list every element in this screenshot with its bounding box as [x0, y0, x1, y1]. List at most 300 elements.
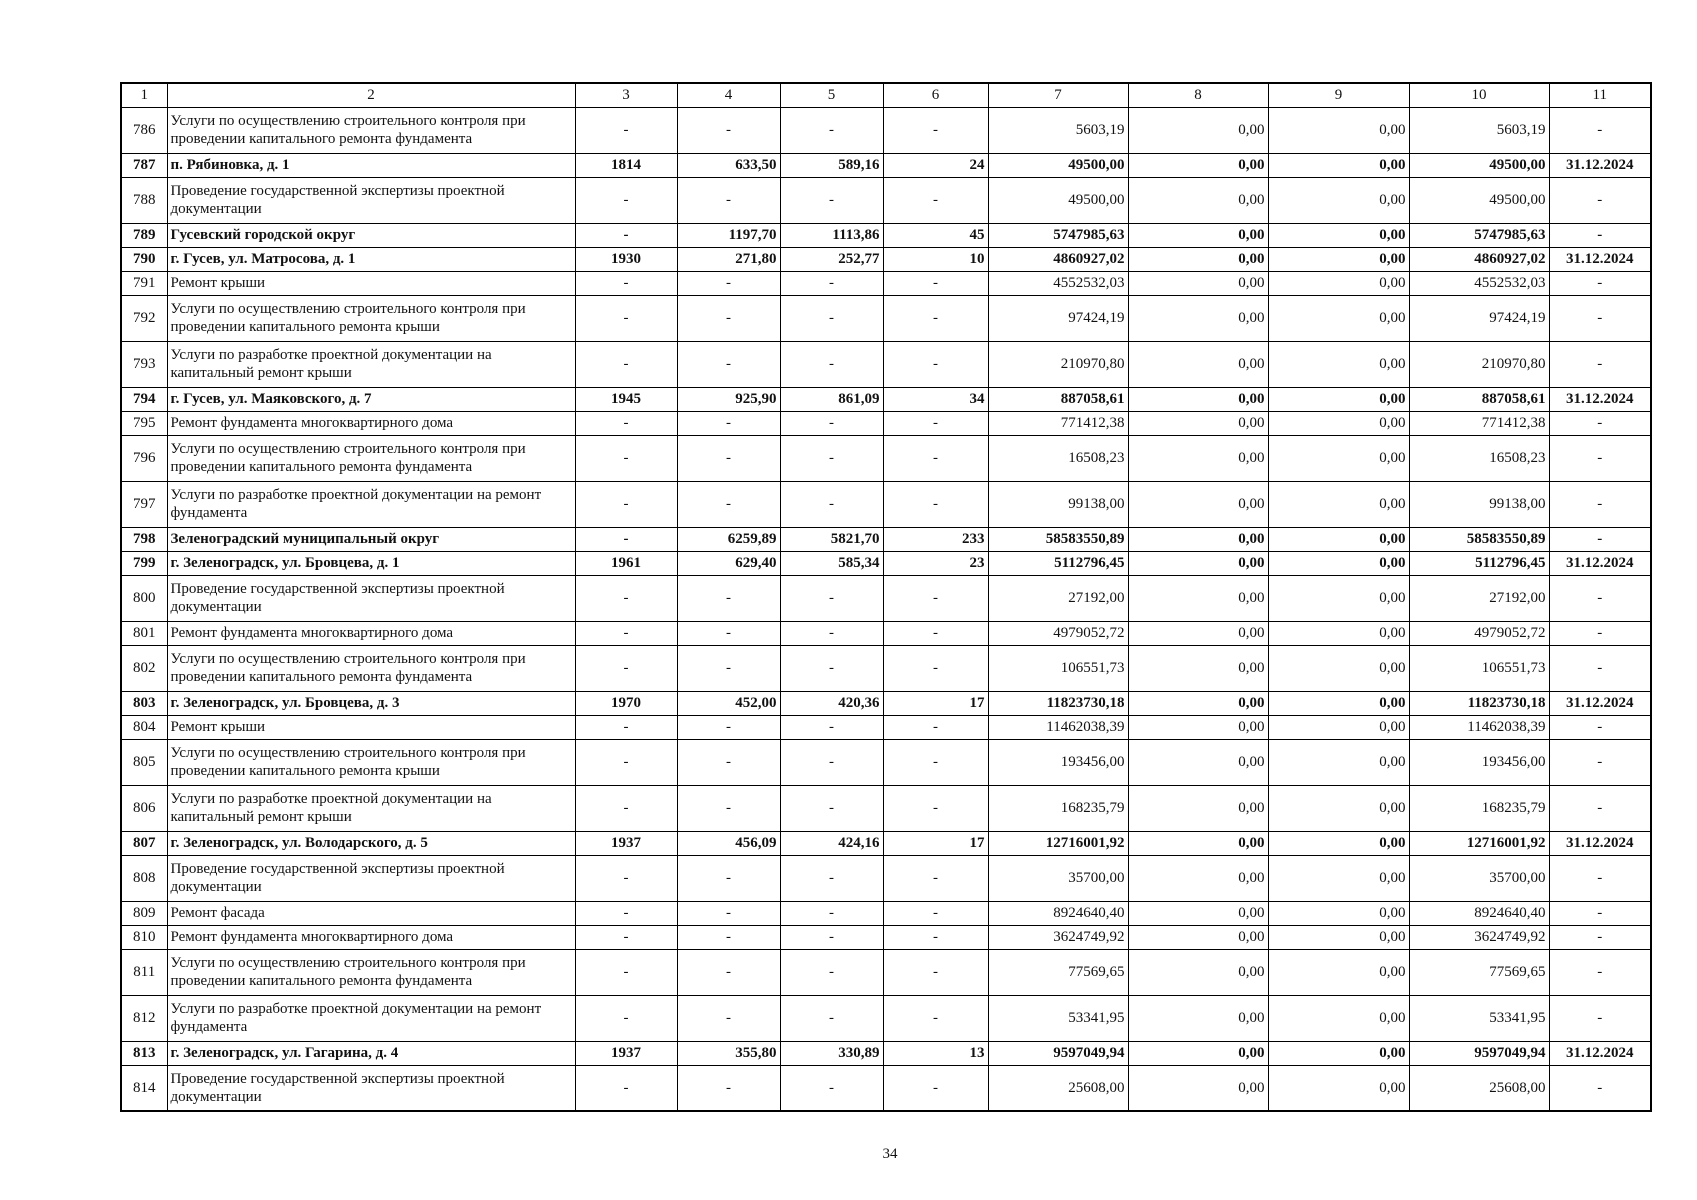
header-cell-col-3: 3 — [575, 83, 677, 107]
value-cell-col-6: 17 — [883, 691, 988, 715]
value-cell-col-4: - — [677, 739, 780, 785]
value-cell-col-3: - — [575, 949, 677, 995]
description-cell: Услуги по разработке проектной документации на ремонт фундамента — [167, 481, 575, 527]
row-number-cell: 813 — [121, 1041, 167, 1065]
value-cell-col-11: 31.12.2024 — [1549, 691, 1651, 715]
table-row — [121, 341, 1651, 387]
row-number-cell: 808 — [121, 855, 167, 901]
value-cell-col-9: 0,00 — [1268, 855, 1409, 901]
value-cell-col-8: 0,00 — [1128, 575, 1268, 621]
value-cell-col-10: 49500,00 — [1409, 177, 1549, 223]
table-row — [121, 481, 1651, 527]
value-cell-col-4: - — [677, 295, 780, 341]
value-cell-col-5: 252,77 — [780, 247, 883, 271]
value-cell-col-5: 420,36 — [780, 691, 883, 715]
row-number-cell: 802 — [121, 645, 167, 691]
header-cell-col-10: 10 — [1409, 83, 1549, 107]
row-number-cell: 793 — [121, 341, 167, 387]
value-cell-col-5: - — [780, 621, 883, 645]
value-cell-col-5: - — [780, 271, 883, 295]
value-cell-col-7: 5112796,45 — [988, 551, 1128, 575]
value-cell-col-11: - — [1549, 223, 1651, 247]
value-cell-col-4: - — [677, 177, 780, 223]
table-row — [121, 1065, 1651, 1111]
value-cell-col-3: - — [575, 411, 677, 435]
value-cell-col-8: 0,00 — [1128, 645, 1268, 691]
table-body — [121, 83, 1651, 1111]
value-cell-col-6: 45 — [883, 223, 988, 247]
value-cell-col-8: 0,00 — [1128, 715, 1268, 739]
description-cell: Ремонт фундамента многоквартирного дома — [167, 621, 575, 645]
value-cell-col-6: - — [883, 925, 988, 949]
description-cell: Услуги по осуществлению строительного контроля при проведении капитального ремонта крыши — [167, 295, 575, 341]
row-number-cell: 787 — [121, 153, 167, 177]
value-cell-col-7: 5747985,63 — [988, 223, 1128, 247]
table-row — [121, 435, 1651, 481]
value-cell-col-5: - — [780, 107, 883, 153]
row-number-cell: 809 — [121, 901, 167, 925]
value-cell-col-7: 35700,00 — [988, 855, 1128, 901]
description-cell: г. Зеленоградск, ул. Володарского, д. 5 — [167, 831, 575, 855]
value-cell-col-7: 771412,38 — [988, 411, 1128, 435]
table-row-summary — [121, 247, 1651, 271]
row-number-cell: 791 — [121, 271, 167, 295]
value-cell-col-5: 424,16 — [780, 831, 883, 855]
value-cell-col-10: 35700,00 — [1409, 855, 1549, 901]
value-cell-col-11: - — [1549, 481, 1651, 527]
value-cell-col-8: 0,00 — [1128, 1041, 1268, 1065]
value-cell-col-11: - — [1549, 271, 1651, 295]
value-cell-col-7: 16508,23 — [988, 435, 1128, 481]
value-cell-col-10: 5747985,63 — [1409, 223, 1549, 247]
value-cell-col-7: 193456,00 — [988, 739, 1128, 785]
header-cell-col-8: 8 — [1128, 83, 1268, 107]
value-cell-col-9: 0,00 — [1268, 901, 1409, 925]
value-cell-col-11: - — [1549, 435, 1651, 481]
value-cell-col-4: 925,90 — [677, 387, 780, 411]
value-cell-col-11: - — [1549, 295, 1651, 341]
table-row — [121, 177, 1651, 223]
value-cell-col-10: 4979052,72 — [1409, 621, 1549, 645]
value-cell-col-3: 1814 — [575, 153, 677, 177]
value-cell-col-10: 4860927,02 — [1409, 247, 1549, 271]
value-cell-col-8: 0,00 — [1128, 1065, 1268, 1111]
value-cell-col-4: 452,00 — [677, 691, 780, 715]
value-cell-col-7: 4860927,02 — [988, 247, 1128, 271]
value-cell-col-9: 0,00 — [1268, 341, 1409, 387]
value-cell-col-10: 8924640,40 — [1409, 901, 1549, 925]
value-cell-col-7: 4979052,72 — [988, 621, 1128, 645]
header-cell-col-1: 1 — [121, 83, 167, 107]
value-cell-col-4: - — [677, 435, 780, 481]
value-cell-col-7: 25608,00 — [988, 1065, 1128, 1111]
row-number-cell: 804 — [121, 715, 167, 739]
value-cell-col-11: - — [1549, 621, 1651, 645]
description-cell: Ремонт фасада — [167, 901, 575, 925]
header-cell-col-5: 5 — [780, 83, 883, 107]
value-cell-col-3: 1937 — [575, 1041, 677, 1065]
value-cell-col-11: - — [1549, 527, 1651, 551]
description-cell: Проведение государственной экспертизы проектной документации — [167, 1065, 575, 1111]
value-cell-col-10: 12716001,92 — [1409, 831, 1549, 855]
description-cell: г. Зеленоградск, ул. Бровцева, д. 1 — [167, 551, 575, 575]
value-cell-col-4: - — [677, 901, 780, 925]
value-cell-col-3: - — [575, 341, 677, 387]
value-cell-col-8: 0,00 — [1128, 901, 1268, 925]
value-cell-col-3: - — [575, 1065, 677, 1111]
value-cell-col-9: 0,00 — [1268, 223, 1409, 247]
row-number-cell: 794 — [121, 387, 167, 411]
value-cell-col-4: - — [677, 107, 780, 153]
value-cell-col-3: - — [575, 739, 677, 785]
value-cell-col-5: - — [780, 715, 883, 739]
row-number-cell: 800 — [121, 575, 167, 621]
value-cell-col-9: 0,00 — [1268, 691, 1409, 715]
description-cell: Услуги по осуществлению строительного контроля при проведении капитального ремонта фундамента — [167, 107, 575, 153]
row-number-cell: 795 — [121, 411, 167, 435]
table-row — [121, 785, 1651, 831]
table-row-summary — [121, 551, 1651, 575]
value-cell-col-4: - — [677, 271, 780, 295]
value-cell-col-3: 1937 — [575, 831, 677, 855]
value-cell-col-5: - — [780, 925, 883, 949]
value-cell-col-4: - — [677, 411, 780, 435]
value-cell-col-6: - — [883, 107, 988, 153]
value-cell-col-6: - — [883, 177, 988, 223]
value-cell-col-11: - — [1549, 925, 1651, 949]
value-cell-col-5: - — [780, 575, 883, 621]
value-cell-col-8: 0,00 — [1128, 925, 1268, 949]
value-cell-col-3: - — [575, 925, 677, 949]
value-cell-col-7: 168235,79 — [988, 785, 1128, 831]
value-cell-col-11: 31.12.2024 — [1549, 831, 1651, 855]
value-cell-col-6: - — [883, 411, 988, 435]
row-number-cell: 811 — [121, 949, 167, 995]
value-cell-col-6: - — [883, 435, 988, 481]
row-number-cell: 814 — [121, 1065, 167, 1111]
value-cell-col-3: - — [575, 107, 677, 153]
value-cell-col-4: - — [677, 481, 780, 527]
value-cell-col-9: 0,00 — [1268, 785, 1409, 831]
value-cell-col-9: 0,00 — [1268, 271, 1409, 295]
value-cell-col-11: - — [1549, 411, 1651, 435]
value-cell-col-9: 0,00 — [1268, 411, 1409, 435]
header-cell-col-6: 6 — [883, 83, 988, 107]
value-cell-col-9: 0,00 — [1268, 527, 1409, 551]
description-cell: Проведение государственной экспертизы проектной документации — [167, 855, 575, 901]
value-cell-col-7: 8924640,40 — [988, 901, 1128, 925]
row-number-cell: 792 — [121, 295, 167, 341]
value-cell-col-4: - — [677, 715, 780, 739]
description-cell: п. Рябиновка, д. 1 — [167, 153, 575, 177]
table-row-summary — [121, 831, 1651, 855]
row-number-cell: 789 — [121, 223, 167, 247]
value-cell-col-6: - — [883, 295, 988, 341]
value-cell-col-4: - — [677, 1065, 780, 1111]
value-cell-col-10: 168235,79 — [1409, 785, 1549, 831]
value-cell-col-11: 31.12.2024 — [1549, 153, 1651, 177]
value-cell-col-6: - — [883, 995, 988, 1041]
description-cell: Услуги по осуществлению строительного контроля при проведении капитального ремонта фундамента — [167, 435, 575, 481]
value-cell-col-7: 9597049,94 — [988, 1041, 1128, 1065]
value-cell-col-4: - — [677, 621, 780, 645]
description-cell: г. Зеленоградск, ул. Бровцева, д. 3 — [167, 691, 575, 715]
header-cell-col-2: 2 — [167, 83, 575, 107]
value-cell-col-4: 6259,89 — [677, 527, 780, 551]
value-cell-col-5: 861,09 — [780, 387, 883, 411]
row-number-cell: 807 — [121, 831, 167, 855]
value-cell-col-10: 887058,61 — [1409, 387, 1549, 411]
value-cell-col-5: - — [780, 411, 883, 435]
value-cell-col-8: 0,00 — [1128, 949, 1268, 995]
value-cell-col-5: - — [780, 785, 883, 831]
description-cell: Ремонт фундамента многоквартирного дома — [167, 925, 575, 949]
value-cell-col-9: 0,00 — [1268, 435, 1409, 481]
table-row — [121, 949, 1651, 995]
value-cell-col-3: 1961 — [575, 551, 677, 575]
value-cell-col-9: 0,00 — [1268, 481, 1409, 527]
value-cell-col-6: - — [883, 949, 988, 995]
value-cell-col-9: 0,00 — [1268, 925, 1409, 949]
value-cell-col-6: - — [883, 1065, 988, 1111]
value-cell-col-10: 5112796,45 — [1409, 551, 1549, 575]
value-cell-col-11: - — [1549, 901, 1651, 925]
value-cell-col-10: 49500,00 — [1409, 153, 1549, 177]
value-cell-col-9: 0,00 — [1268, 1041, 1409, 1065]
description-cell: г. Гусев, ул. Матросова, д. 1 — [167, 247, 575, 271]
value-cell-col-8: 0,00 — [1128, 387, 1268, 411]
value-cell-col-7: 53341,95 — [988, 995, 1128, 1041]
value-cell-col-6: - — [883, 855, 988, 901]
description-cell: Услуги по осуществлению строительного контроля при проведении капитального ремонта фундамента — [167, 645, 575, 691]
row-number-cell: 801 — [121, 621, 167, 645]
value-cell-col-8: 0,00 — [1128, 435, 1268, 481]
value-cell-col-5: - — [780, 341, 883, 387]
value-cell-col-9: 0,00 — [1268, 107, 1409, 153]
value-cell-col-6: - — [883, 575, 988, 621]
row-number-cell: 799 — [121, 551, 167, 575]
value-cell-col-10: 25608,00 — [1409, 1065, 1549, 1111]
value-cell-col-3: - — [575, 223, 677, 247]
row-number-cell: 788 — [121, 177, 167, 223]
description-cell: Услуги по разработке проектной документации на капитальный ремонт крыши — [167, 341, 575, 387]
description-cell: Ремонт фундамента многоквартирного дома — [167, 411, 575, 435]
value-cell-col-4: 1197,70 — [677, 223, 780, 247]
value-cell-col-11: 31.12.2024 — [1549, 1041, 1651, 1065]
value-cell-col-5: 1113,86 — [780, 223, 883, 247]
value-cell-col-8: 0,00 — [1128, 271, 1268, 295]
value-cell-col-8: 0,00 — [1128, 527, 1268, 551]
value-cell-col-4: 629,40 — [677, 551, 780, 575]
value-cell-col-3: - — [575, 271, 677, 295]
description-cell: Услуги по разработке проектной документации на капитальный ремонт крыши — [167, 785, 575, 831]
value-cell-col-7: 97424,19 — [988, 295, 1128, 341]
row-number-cell: 790 — [121, 247, 167, 271]
table-row-summary — [121, 387, 1651, 411]
table-row — [121, 107, 1651, 153]
value-cell-col-5: - — [780, 645, 883, 691]
value-cell-col-11: - — [1549, 949, 1651, 995]
row-number-cell: 798 — [121, 527, 167, 551]
value-cell-col-8: 0,00 — [1128, 481, 1268, 527]
value-cell-col-3: - — [575, 527, 677, 551]
value-cell-col-9: 0,00 — [1268, 551, 1409, 575]
row-number-cell: 812 — [121, 995, 167, 1041]
value-cell-col-11: 31.12.2024 — [1549, 247, 1651, 271]
value-cell-col-11: - — [1549, 177, 1651, 223]
value-cell-col-7: 49500,00 — [988, 177, 1128, 223]
value-cell-col-6: 34 — [883, 387, 988, 411]
value-cell-col-7: 99138,00 — [988, 481, 1128, 527]
value-cell-col-3: - — [575, 995, 677, 1041]
value-cell-col-8: 0,00 — [1128, 995, 1268, 1041]
value-cell-col-7: 77569,65 — [988, 949, 1128, 995]
table-row-summary — [121, 1041, 1651, 1065]
value-cell-col-11: - — [1549, 645, 1651, 691]
value-cell-col-3: - — [575, 621, 677, 645]
value-cell-col-6: 23 — [883, 551, 988, 575]
value-cell-col-6: 10 — [883, 247, 988, 271]
value-cell-col-3: - — [575, 435, 677, 481]
value-cell-col-6: - — [883, 481, 988, 527]
value-cell-col-9: 0,00 — [1268, 247, 1409, 271]
value-cell-col-11: - — [1549, 575, 1651, 621]
value-cell-col-10: 99138,00 — [1409, 481, 1549, 527]
description-cell: Проведение государственной экспертизы проектной документации — [167, 575, 575, 621]
value-cell-col-4: - — [677, 575, 780, 621]
value-cell-col-5: 5821,70 — [780, 527, 883, 551]
value-cell-col-7: 11823730,18 — [988, 691, 1128, 715]
value-cell-col-5: - — [780, 949, 883, 995]
value-cell-col-5: - — [780, 435, 883, 481]
header-cell-col-4: 4 — [677, 83, 780, 107]
value-cell-col-6: - — [883, 341, 988, 387]
value-cell-col-10: 97424,19 — [1409, 295, 1549, 341]
value-cell-col-11: - — [1549, 1065, 1651, 1111]
value-cell-col-5: - — [780, 995, 883, 1041]
value-cell-col-7: 3624749,92 — [988, 925, 1128, 949]
value-cell-col-6: 233 — [883, 527, 988, 551]
value-cell-col-4: 456,09 — [677, 831, 780, 855]
value-cell-col-6: 13 — [883, 1041, 988, 1065]
value-cell-col-6: - — [883, 645, 988, 691]
value-cell-col-4: - — [677, 645, 780, 691]
description-cell: Гусевский городской округ — [167, 223, 575, 247]
value-cell-col-8: 0,00 — [1128, 107, 1268, 153]
value-cell-col-9: 0,00 — [1268, 949, 1409, 995]
value-cell-col-10: 5603,19 — [1409, 107, 1549, 153]
description-cell: г. Зеленоградск, ул. Гагарина, д. 4 — [167, 1041, 575, 1065]
value-cell-col-10: 210970,80 — [1409, 341, 1549, 387]
value-cell-col-6: 17 — [883, 831, 988, 855]
value-cell-col-9: 0,00 — [1268, 295, 1409, 341]
table-row — [121, 645, 1651, 691]
value-cell-col-10: 9597049,94 — [1409, 1041, 1549, 1065]
table-row — [121, 621, 1651, 645]
description-cell: Проведение государственной экспертизы проектной документации — [167, 177, 575, 223]
value-cell-col-3: 1945 — [575, 387, 677, 411]
value-cell-col-8: 0,00 — [1128, 855, 1268, 901]
row-number-cell: 796 — [121, 435, 167, 481]
value-cell-col-10: 16508,23 — [1409, 435, 1549, 481]
table-row-summary — [121, 223, 1651, 247]
value-cell-col-10: 4552532,03 — [1409, 271, 1549, 295]
header-cell-col-11: 11 — [1549, 83, 1651, 107]
value-cell-col-5: 330,89 — [780, 1041, 883, 1065]
table-row — [121, 739, 1651, 785]
table-row — [121, 575, 1651, 621]
value-cell-col-11: - — [1549, 739, 1651, 785]
value-cell-col-4: - — [677, 995, 780, 1041]
value-cell-col-5: - — [780, 295, 883, 341]
value-cell-col-6: 24 — [883, 153, 988, 177]
table-header-row — [121, 83, 1651, 107]
value-cell-col-9: 0,00 — [1268, 575, 1409, 621]
value-cell-col-4: - — [677, 925, 780, 949]
table-row — [121, 295, 1651, 341]
value-cell-col-3: - — [575, 177, 677, 223]
value-cell-col-9: 0,00 — [1268, 387, 1409, 411]
row-number-cell: 786 — [121, 107, 167, 153]
value-cell-col-7: 11462038,39 — [988, 715, 1128, 739]
row-number-cell: 805 — [121, 739, 167, 785]
value-cell-col-10: 11823730,18 — [1409, 691, 1549, 715]
value-cell-col-9: 0,00 — [1268, 715, 1409, 739]
value-cell-col-5: - — [780, 1065, 883, 1111]
value-cell-col-5: 585,34 — [780, 551, 883, 575]
value-cell-col-5: - — [780, 855, 883, 901]
value-cell-col-6: - — [883, 271, 988, 295]
value-cell-col-10: 77569,65 — [1409, 949, 1549, 995]
value-cell-col-3: - — [575, 855, 677, 901]
value-cell-col-8: 0,00 — [1128, 177, 1268, 223]
value-cell-col-7: 58583550,89 — [988, 527, 1128, 551]
value-cell-col-4: - — [677, 785, 780, 831]
description-cell: Ремонт крыши — [167, 271, 575, 295]
value-cell-col-8: 0,00 — [1128, 223, 1268, 247]
value-cell-col-4: - — [677, 949, 780, 995]
table-row-summary — [121, 153, 1651, 177]
value-cell-col-3: - — [575, 715, 677, 739]
table-row — [121, 715, 1651, 739]
value-cell-col-8: 0,00 — [1128, 621, 1268, 645]
value-cell-col-10: 193456,00 — [1409, 739, 1549, 785]
value-cell-col-3: 1930 — [575, 247, 677, 271]
value-cell-col-10: 27192,00 — [1409, 575, 1549, 621]
value-cell-col-10: 771412,38 — [1409, 411, 1549, 435]
value-cell-col-9: 0,00 — [1268, 1065, 1409, 1111]
value-cell-col-11: 31.12.2024 — [1549, 551, 1651, 575]
value-cell-col-3: - — [575, 785, 677, 831]
value-cell-col-11: - — [1549, 715, 1651, 739]
description-cell: Услуги по разработке проектной документации на ремонт фундамента — [167, 995, 575, 1041]
value-cell-col-11: - — [1549, 785, 1651, 831]
value-cell-col-7: 210970,80 — [988, 341, 1128, 387]
value-cell-col-3: - — [575, 295, 677, 341]
value-cell-col-8: 0,00 — [1128, 691, 1268, 715]
value-cell-col-5: - — [780, 901, 883, 925]
header-cell-col-9: 9 — [1268, 83, 1409, 107]
value-cell-col-5: - — [780, 739, 883, 785]
value-cell-col-9: 0,00 — [1268, 153, 1409, 177]
value-cell-col-4: - — [677, 855, 780, 901]
value-cell-col-3: 1970 — [575, 691, 677, 715]
value-cell-col-6: - — [883, 715, 988, 739]
value-cell-col-4: 355,80 — [677, 1041, 780, 1065]
description-cell: Услуги по осуществлению строительного контроля при проведении капитального ремонта фундамента — [167, 949, 575, 995]
row-number-cell: 803 — [121, 691, 167, 715]
row-number-cell: 806 — [121, 785, 167, 831]
